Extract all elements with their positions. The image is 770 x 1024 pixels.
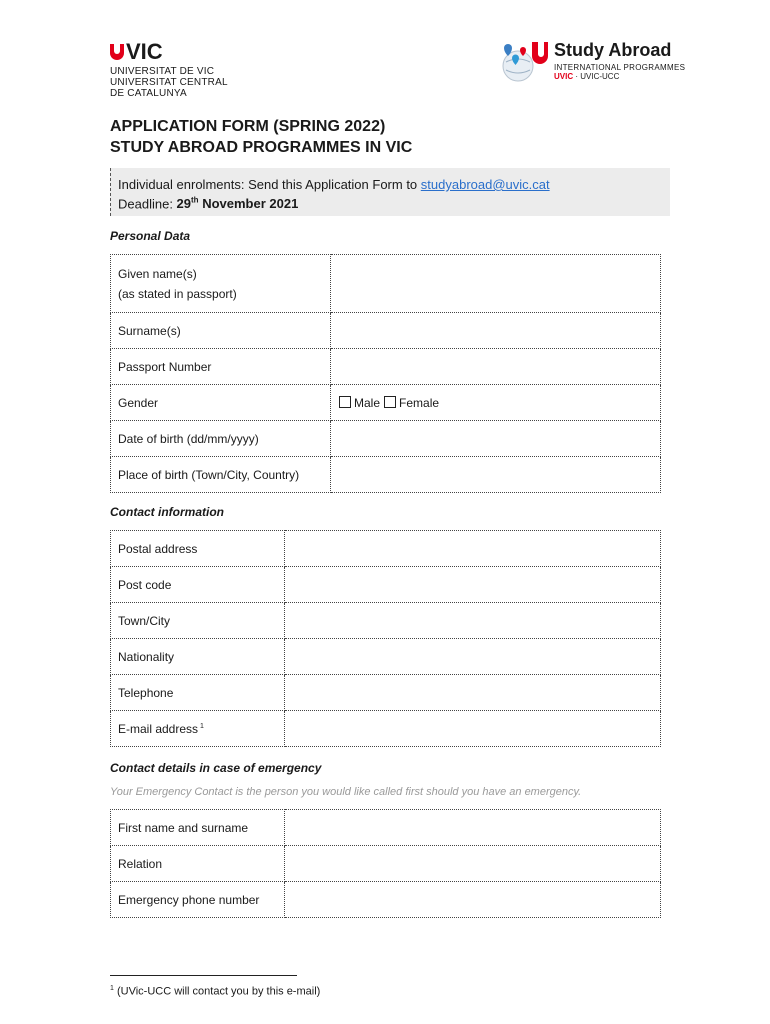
deadline-day: 29 [176,196,192,212]
table-row [111,603,661,639]
study-abroad-logo [498,40,685,82]
email-label [111,711,285,747]
gender-options [331,385,661,421]
study-abroad-text [554,40,685,81]
surname-label: Surname(s) [111,313,331,349]
surname-input[interactable] [331,313,661,349]
study-abroad-title: Study Abroad [554,40,672,60]
footnote-mark: 1 [110,985,114,992]
female-checkbox[interactable] [384,396,396,408]
emergency-phone-label: Emergency phone number [111,882,285,918]
table-row [111,349,661,385]
field-label [111,255,331,313]
table-row [111,531,661,567]
title-line-1: APPLICATION FORM (SPRING 2022) [110,118,386,135]
email-input[interactable] [285,711,661,747]
notice-deadline [118,193,670,212]
footnote-divider [110,975,297,976]
table-row [111,457,661,493]
gender-label: Gender [111,385,331,421]
nationality-input[interactable] [285,639,661,675]
deadline-label: Deadline: [118,196,177,212]
given-name-input[interactable] [331,255,661,313]
table-row [111,639,661,675]
given-name-note: (as stated in passport) [118,286,237,301]
contact-info-table [110,530,661,747]
dob-input[interactable] [331,421,661,457]
table-row [111,255,661,313]
emergency-hint: Your Emergency Contact is the person you would like called first should you have an emergency. [110,786,582,798]
page-title [110,116,412,158]
relation-label: Relation [111,846,285,882]
footnote-text: (UVic-UCC will contact you by this e-mail) [113,985,321,998]
uvic-line-1: UNIVERSITAT DE VIC [110,66,215,77]
uvic-institution-name [110,66,228,99]
notice-text: Individual enrolments: Send this Application Form to [118,177,421,192]
email-footnote-mark: 1 [200,722,204,730]
emergency-table [110,809,661,918]
telephone-label: Telephone [111,675,285,711]
table-row [111,882,661,918]
uvic-u-icon [110,44,124,60]
table-row [111,313,661,349]
passport-label: Passport Number [111,349,331,385]
deadline-rest: November 2021 [198,196,299,212]
emergency-phone-input[interactable] [285,882,661,918]
contact-info-heading: Contact information [110,505,224,519]
notice-line-1 [118,177,670,193]
given-name-label: Given name(s) [118,266,197,281]
title-line-2: STUDY ABROAD PROGRAMMES IN VIC [110,139,413,156]
uvic-brand-text: UVIC [554,72,574,81]
globe-pins-icon [498,40,548,82]
telephone-input[interactable] [285,675,661,711]
table-row [111,846,661,882]
deadline-sup: th [191,196,199,205]
emergency-heading: Contact details in case of emergency [110,761,322,775]
dob-label: Date of birth (dd/mm/yyyy) [111,421,331,457]
post-code-label: Post code [111,567,285,603]
male-label: Male [354,395,381,410]
deadline-date [177,196,299,211]
personal-data-table [110,254,661,493]
emergency-name-input[interactable] [285,810,661,846]
town-label: Town/City [111,603,285,639]
postal-address-label: Postal address [111,531,285,567]
email-label-text: E-mail address [118,721,199,736]
town-input[interactable] [285,603,661,639]
table-row [111,675,661,711]
study-abroad-brand-line [554,72,685,81]
table-row [111,567,661,603]
relation-input[interactable] [285,846,661,882]
emergency-name-label: First name and surname [111,810,285,846]
table-row [111,711,661,747]
nationality-label: Nationality [111,639,285,675]
female-label: Female [399,395,440,410]
table-row [111,421,661,457]
uvic-wordmark [110,41,228,63]
postal-address-input[interactable] [285,531,661,567]
table-row [111,810,661,846]
pob-input[interactable] [331,457,661,493]
enrolment-notice [110,168,670,216]
uvic-wordmark-text: VIC [126,39,163,64]
uvic-line-3: DE CATALUNYA [110,88,187,99]
post-code-input[interactable] [285,567,661,603]
pob-label: Place of birth (Town/City, Country) [111,457,331,493]
table-row [111,385,661,421]
male-checkbox[interactable] [339,396,351,408]
uvic-line-2: UNIVERSITAT CENTRAL [110,77,228,88]
email-link[interactable]: studyabroad@uvic.cat [420,177,550,192]
passport-input[interactable] [331,349,661,385]
study-abroad-subtitle: INTERNATIONAL PROGRAMMES [554,63,686,72]
footnote [110,985,320,998]
uvic-ucc-text: · UVIC-UCC [573,72,620,81]
personal-data-heading: Personal Data [110,229,191,243]
uvic-logo [110,41,228,99]
